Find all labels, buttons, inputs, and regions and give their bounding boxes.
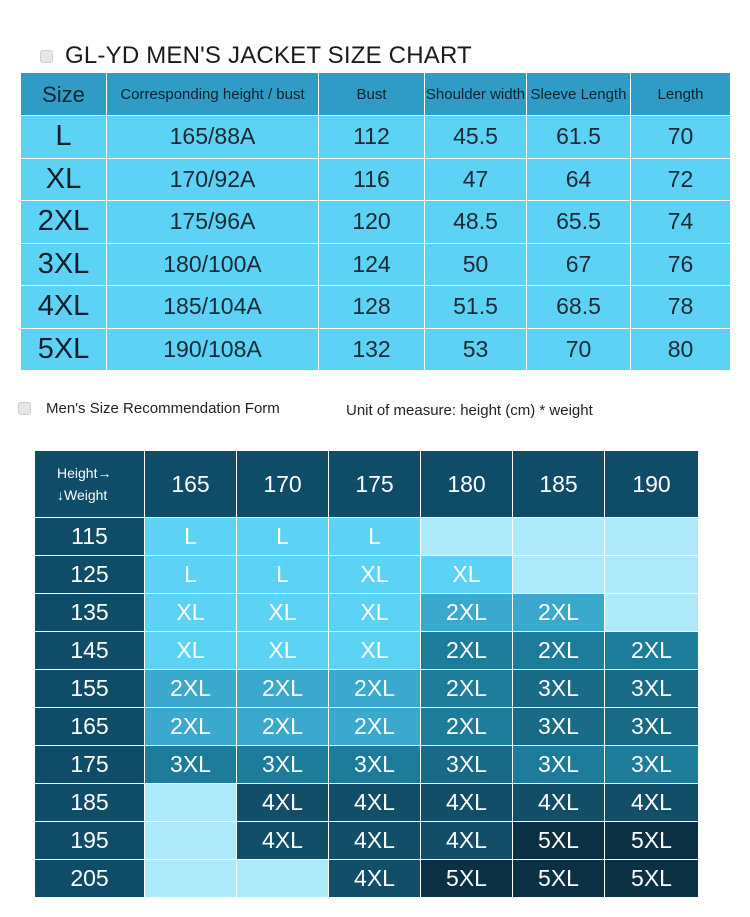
size-recommendation-cell: 5XL (421, 860, 513, 898)
size-label-cell: 2XL (21, 201, 107, 244)
size-recommendation-cell: 4XL (329, 784, 421, 822)
empty-cell (145, 784, 237, 822)
recommendation-row (35, 670, 699, 708)
weight-cell: 175 (35, 746, 145, 784)
size-chart-header-row (21, 73, 731, 116)
header-shoulder-width: Shoulder width (425, 73, 527, 116)
header-length: Length (631, 73, 731, 116)
size-recommendation-cell: L (145, 518, 237, 556)
recommendation-row (35, 518, 699, 556)
size-recommendation-cell: 2XL (513, 632, 605, 670)
height-header-cell: 175 (329, 451, 421, 518)
size-recommendation-cell: XL (145, 632, 237, 670)
weight-cell: 145 (35, 632, 145, 670)
weight-cell: 195 (35, 822, 145, 860)
size-recommendation-cell: XL (329, 594, 421, 632)
size-recommendation-cell: 5XL (605, 822, 699, 860)
size-recommendation-cell: 4XL (605, 784, 699, 822)
size-recommendation-cell: 2XL (513, 594, 605, 632)
empty-cell (605, 518, 699, 556)
size-recommendation-cell: L (237, 556, 329, 594)
size-value-cell: 50 (425, 243, 527, 286)
size-row (21, 116, 731, 159)
height-header-cell: 185 (513, 451, 605, 518)
size-recommendation-cell: XL (329, 556, 421, 594)
size-value-cell: 170/92A (107, 158, 319, 201)
size-chart-table (20, 72, 731, 371)
header-size: Size (21, 73, 107, 116)
size-recommendation-cell: 2XL (329, 670, 421, 708)
title-row (40, 42, 472, 70)
size-row (21, 243, 731, 286)
header-sleeve-length: Sleeve Length (527, 73, 631, 116)
recommendation-heading (18, 398, 718, 420)
bullet-icon (40, 50, 53, 63)
size-value-cell: 116 (319, 158, 425, 201)
recommendation-body (35, 518, 699, 898)
size-value-cell: 53 (425, 328, 527, 371)
header-bust: Bust (319, 73, 425, 116)
size-value-cell: 64 (527, 158, 631, 201)
corner-header (35, 451, 145, 518)
size-value-cell: 70 (631, 116, 731, 159)
size-value-cell: 112 (319, 116, 425, 159)
size-recommendation-cell: 4XL (329, 860, 421, 898)
size-value-cell: 67 (527, 243, 631, 286)
size-value-cell: 128 (319, 286, 425, 329)
size-recommendation-cell: 3XL (145, 746, 237, 784)
size-recommendation-cell: XL (237, 594, 329, 632)
height-header-cell: 165 (145, 451, 237, 518)
height-header-cell: 180 (421, 451, 513, 518)
size-recommendation-cell: XL (329, 632, 421, 670)
size-label-cell: L (21, 116, 107, 159)
size-recommendation-cell: 2XL (237, 708, 329, 746)
size-recommendation-cell: 3XL (605, 746, 699, 784)
size-recommendation-cell: L (237, 518, 329, 556)
size-value-cell: 61.5 (527, 116, 631, 159)
empty-cell (513, 518, 605, 556)
weight-cell: 185 (35, 784, 145, 822)
size-row (21, 201, 731, 244)
recommendation-row (35, 822, 699, 860)
size-value-cell: 70 (527, 328, 631, 371)
size-recommendation-cell: 4XL (421, 784, 513, 822)
size-recommendation-cell: 2XL (421, 594, 513, 632)
size-recommendation-cell: 5XL (605, 860, 699, 898)
size-recommendation-cell: 2XL (237, 670, 329, 708)
size-recommendation-cell: XL (145, 594, 237, 632)
size-recommendation-cell: 2XL (145, 670, 237, 708)
empty-cell (513, 556, 605, 594)
size-recommendation-cell: 4XL (513, 784, 605, 822)
size-recommendation-cell: 2XL (421, 708, 513, 746)
size-recommendation-cell: 3XL (513, 670, 605, 708)
size-label-cell: 4XL (21, 286, 107, 329)
size-value-cell: 51.5 (425, 286, 527, 329)
empty-cell (605, 556, 699, 594)
size-recommendation-cell: L (145, 556, 237, 594)
weight-cell: 115 (35, 518, 145, 556)
recommendation-row (35, 708, 699, 746)
empty-cell (145, 860, 237, 898)
size-value-cell: 72 (631, 158, 731, 201)
size-row (21, 286, 731, 329)
size-value-cell: 180/100A (107, 243, 319, 286)
size-value-cell: 45.5 (425, 116, 527, 159)
size-value-cell: 76 (631, 243, 731, 286)
unit-of-measure: Unit of measure: height (cm) * weight (346, 402, 593, 419)
height-header-cell: 190 (605, 451, 699, 518)
weight-cell: 165 (35, 708, 145, 746)
bullet-icon (18, 402, 31, 415)
size-recommendation-cell: 3XL (329, 746, 421, 784)
size-recommendation-cell: 2XL (329, 708, 421, 746)
size-value-cell: 68.5 (527, 286, 631, 329)
size-row (21, 158, 731, 201)
size-recommendation-cell: 3XL (421, 746, 513, 784)
size-value-cell: 190/108A (107, 328, 319, 371)
size-value-cell: 47 (425, 158, 527, 201)
size-value-cell: 120 (319, 201, 425, 244)
size-chart-body (21, 116, 731, 371)
size-value-cell: 165/88A (107, 116, 319, 159)
recommendation-title: Men's Size Recommendation Form (46, 400, 280, 417)
recommendation-row (35, 860, 699, 898)
size-value-cell: 175/96A (107, 201, 319, 244)
size-recommendation-cell: 4XL (421, 822, 513, 860)
height-header-cell: 170 (237, 451, 329, 518)
empty-cell (237, 860, 329, 898)
size-value-cell: 78 (631, 286, 731, 329)
recommendation-table (34, 450, 699, 898)
size-recommendation-cell: 3XL (605, 708, 699, 746)
page-title: GL-YD MEN'S JACKET SIZE CHART (65, 42, 472, 69)
size-label-cell: 3XL (21, 243, 107, 286)
size-label-cell: XL (21, 158, 107, 201)
size-recommendation-cell: 3XL (605, 670, 699, 708)
weight-cell: 125 (35, 556, 145, 594)
size-recommendation-cell: 5XL (513, 860, 605, 898)
size-value-cell: 65.5 (527, 201, 631, 244)
empty-cell (145, 822, 237, 860)
empty-cell (421, 518, 513, 556)
recommendation-row (35, 594, 699, 632)
size-value-cell: 132 (319, 328, 425, 371)
size-recommendation-cell: 2XL (605, 632, 699, 670)
size-value-cell: 48.5 (425, 201, 527, 244)
corner-weight-label: ↓Weight (57, 487, 108, 503)
recommendation-header-row (35, 451, 699, 518)
recommendation-row (35, 746, 699, 784)
recommendation-row (35, 632, 699, 670)
weight-cell: 135 (35, 594, 145, 632)
size-recommendation-cell: 2XL (421, 632, 513, 670)
recommendation-row (35, 784, 699, 822)
size-recommendation-cell: 2XL (145, 708, 237, 746)
size-value-cell: 80 (631, 328, 731, 371)
weight-cell: 205 (35, 860, 145, 898)
size-recommendation-cell: XL (237, 632, 329, 670)
header-height-bust: Corresponding height / bust (107, 73, 319, 116)
size-recommendation-cell: 3XL (237, 746, 329, 784)
empty-cell (605, 594, 699, 632)
size-recommendation-cell: 3XL (513, 708, 605, 746)
size-recommendation-cell: 5XL (513, 822, 605, 860)
size-label-cell: 5XL (21, 328, 107, 371)
size-recommendation-cell: 2XL (421, 670, 513, 708)
size-row (21, 328, 731, 371)
size-recommendation-cell: 4XL (237, 822, 329, 860)
size-recommendation-cell: 4XL (237, 784, 329, 822)
size-value-cell: 185/104A (107, 286, 319, 329)
corner-height-label: Height→ (57, 465, 112, 481)
size-recommendation-cell: XL (421, 556, 513, 594)
weight-cell: 155 (35, 670, 145, 708)
size-value-cell: 124 (319, 243, 425, 286)
size-recommendation-cell: 3XL (513, 746, 605, 784)
size-value-cell: 74 (631, 201, 731, 244)
size-recommendation-cell: 4XL (329, 822, 421, 860)
size-recommendation-cell: L (329, 518, 421, 556)
recommendation-row (35, 556, 699, 594)
